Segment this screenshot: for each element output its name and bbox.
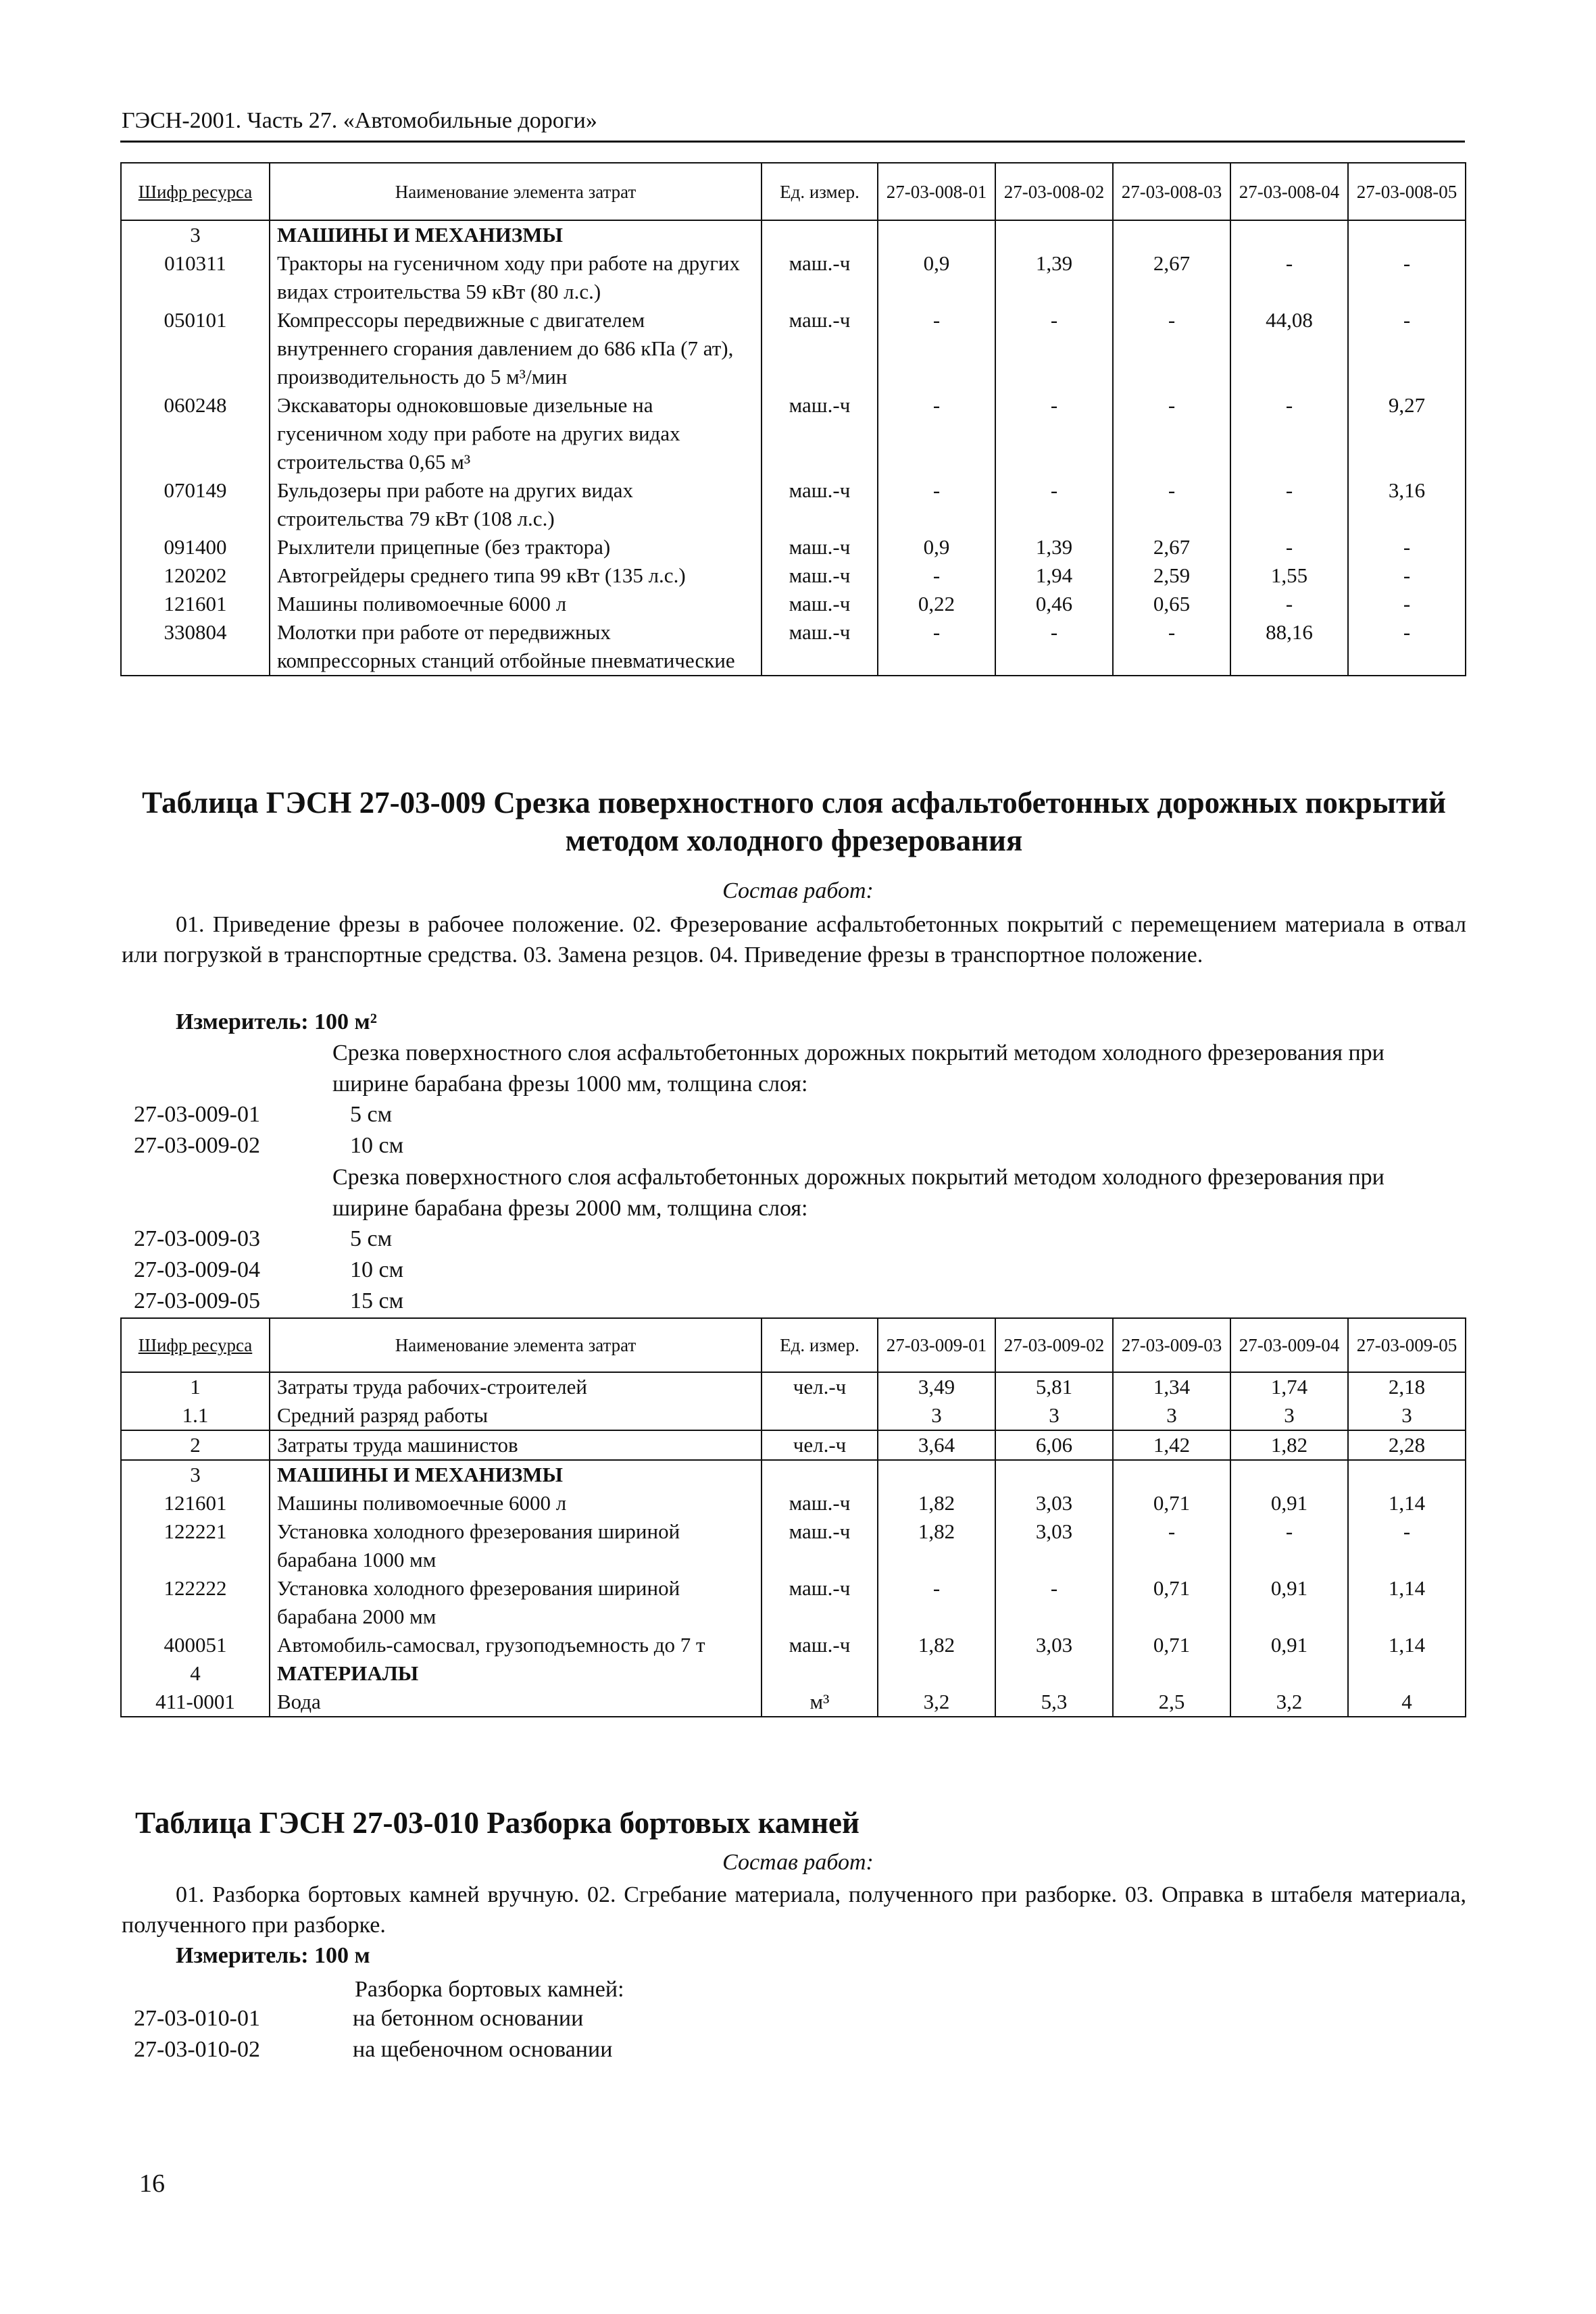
cell-name: Компрессоры передвижные с двигателем внутреннего сгорания давлением до 686 кПа (7 ат), производительность до 5 м³/мин [270, 306, 762, 391]
cell-unit: м³ [762, 1688, 878, 1717]
cell-name: Экскаваторы одноковшовые дизельные на гусеничном ходу при работе на других видах строительства 0,65 м³ [270, 391, 762, 476]
cell-value: 3 [1113, 1401, 1230, 1430]
code-line: 27-03-009-03 5 см [134, 1226, 393, 1251]
code-line: 27-03-010-01 на бетонном основании [134, 2006, 584, 2031]
cell-code: 3 [121, 220, 270, 249]
cell-code: 060248 [121, 391, 270, 476]
cell-value: 1,39 [995, 533, 1113, 561]
cell-name: Вода [270, 1688, 762, 1717]
cell-name: Тракторы на гусеничном ходу при работе на других видах строительства 59 кВт (80 л.с.) [270, 249, 762, 306]
cell-value: 2,59 [1113, 561, 1230, 590]
cell-value: 0,22 [878, 590, 995, 618]
cell-value: 1,82 [878, 1517, 995, 1574]
cell-name: МАШИНЫ И МЕХАНИЗМЫ [270, 220, 762, 249]
table-row [121, 590, 1466, 618]
table-row [121, 476, 1466, 533]
cell-unit: маш.-ч [762, 590, 878, 618]
cell-unit: маш.-ч [762, 249, 878, 306]
cell-value: - [1348, 618, 1466, 676]
cell-value [878, 1659, 995, 1688]
cell-value: 88,16 [1230, 618, 1348, 676]
cell-value: 2,67 [1113, 533, 1230, 561]
table-row [121, 533, 1466, 561]
cell-value: 0,91 [1230, 1489, 1348, 1517]
cell-name: Машины поливомоечные 6000 л [270, 1489, 762, 1517]
cell-value: 2,18 [1348, 1372, 1466, 1401]
cell-value: - [995, 618, 1113, 676]
cell-value: - [995, 1574, 1113, 1631]
cell-value: 3,03 [995, 1631, 1113, 1659]
cell-code: 121601 [121, 590, 270, 618]
header-col-2: 27-03-008-02 [995, 163, 1113, 220]
cell-value: 3,2 [1230, 1688, 1348, 1717]
cell-value: - [878, 391, 995, 476]
cell-name: МАТЕРИАЛЫ [270, 1659, 762, 1688]
header-name: Наименование элемента затрат [270, 1318, 762, 1372]
table-row [121, 1659, 1466, 1688]
cell-unit: маш.-ч [762, 391, 878, 476]
cell-value: 0,9 [878, 249, 995, 306]
cell-value: 3,64 [878, 1430, 995, 1460]
cell-unit: чел.-ч [762, 1430, 878, 1460]
table-row [121, 1631, 1466, 1659]
cell-value: - [1230, 1517, 1348, 1574]
table-row [121, 1517, 1466, 1574]
cell-value: - [1113, 618, 1230, 676]
cell-code: 1 [121, 1372, 270, 1401]
cell-value: 0,71 [1113, 1489, 1230, 1517]
resource-table-009 [120, 1317, 1466, 1717]
cell-code: 121601 [121, 1489, 270, 1517]
cell-value: 3 [878, 1401, 995, 1430]
cell-name: Рыхлители прицепные (без трактора) [270, 533, 762, 561]
cell-value: - [1230, 391, 1348, 476]
code-line: 27-03-009-04 10 см [134, 1257, 404, 1282]
cell-value: 2,67 [1113, 249, 1230, 306]
cell-value [1348, 1659, 1466, 1688]
cell-value: 9,27 [1348, 391, 1466, 476]
cell-value: - [1230, 533, 1348, 561]
cell-name: Молотки при работе от передвижных компрессорных станций отбойные пневматические [270, 618, 762, 676]
cell-value: - [1113, 306, 1230, 391]
cell-value: - [995, 476, 1113, 533]
cell-unit: маш.-ч [762, 618, 878, 676]
table-title-009: Таблица ГЭСН 27-03-009 Срезка поверхностного слоя асфальтобетонных дорожных покрытий методом холодного фрезерования [142, 786, 1446, 857]
header-col-4: 27-03-008-04 [1230, 163, 1348, 220]
cell-value: 0,91 [1230, 1631, 1348, 1659]
cell-value: 3 [1348, 1401, 1466, 1430]
cell-value: - [878, 561, 995, 590]
cell-value: 2,5 [1113, 1688, 1230, 1717]
table-row [121, 618, 1466, 676]
cell-code: 122222 [121, 1574, 270, 1631]
measure-010: Измеритель: 100 м [176, 1943, 370, 1968]
cell-value: 3,16 [1348, 476, 1466, 533]
cell-unit: маш.-ч [762, 1574, 878, 1631]
cell-value: - [1348, 533, 1466, 561]
table-row [121, 220, 1466, 249]
cell-value [995, 1460, 1113, 1489]
cell-name: Установка холодного фрезерования шириной барабана 1000 мм [270, 1517, 762, 1574]
cell-value [1348, 220, 1466, 249]
cell-value: 6,06 [995, 1430, 1113, 1460]
table-row [121, 1574, 1466, 1631]
cell-value: - [878, 306, 995, 391]
cell-unit [762, 1460, 878, 1489]
resource-table-008 [120, 162, 1466, 676]
table-row [121, 391, 1466, 476]
header-code: Шифр ресурса [121, 1318, 270, 1372]
cell-value: - [878, 618, 995, 676]
cell-value: - [878, 1574, 995, 1631]
cell-name: Затраты труда рабочих-строителей [270, 1372, 762, 1401]
cell-name: МАШИНЫ И МЕХАНИЗМЫ [270, 1460, 762, 1489]
cell-value: 1,82 [878, 1489, 995, 1517]
cell-name: Затраты труда машинистов [270, 1430, 762, 1460]
cell-code: 1.1 [121, 1401, 270, 1430]
cell-value: 1,39 [995, 249, 1113, 306]
table-title-010: Таблица ГЭСН 27-03-010 Разборка бортовых камней [135, 1806, 859, 1840]
cell-unit: маш.-ч [762, 306, 878, 391]
header-col-1: 27-03-008-01 [878, 163, 995, 220]
cell-code: 122221 [121, 1517, 270, 1574]
header-col-2: 27-03-009-02 [995, 1318, 1113, 1372]
cell-value [878, 1460, 995, 1489]
cell-value: 0,91 [1230, 1574, 1348, 1631]
table-row [121, 1401, 1466, 1430]
cell-value: - [1348, 1517, 1466, 1574]
cell-value: 3,03 [995, 1489, 1113, 1517]
group-desc-009-2: Срезка поверхностного слоя асфальтобетонных дорожных покрытий методом холодного фрезерования при ширине барабана фрезы 2000 мм, толщина слоя: [332, 1165, 1385, 1221]
composition-text-009: 01. Приведение фрезы в рабочее положение. 02. Фрезерование асфальтобетонных покрытий с перемещением материала в отвал или погрузкой в транспортные средства. 03. Замена резцов. 04. Приведение фрезы в транспортное положение. [122, 912, 1466, 967]
cell-value: 3 [995, 1401, 1113, 1430]
cell-name: Бульдозеры при работе на других видах строительства 79 кВт (108 л.с.) [270, 476, 762, 533]
cell-value: 3,49 [878, 1372, 995, 1401]
cell-value: - [1113, 476, 1230, 533]
cell-name: Машины поливомоечные 6000 л [270, 590, 762, 618]
cell-unit: маш.-ч [762, 561, 878, 590]
cell-code: 4 [121, 1659, 270, 1688]
cell-value: 0,65 [1113, 590, 1230, 618]
code-line: 27-03-010-02 на щебеночном основании [134, 2037, 613, 2062]
cell-value [1230, 220, 1348, 249]
header-col-1: 27-03-009-01 [878, 1318, 995, 1372]
cell-code: 070149 [121, 476, 270, 533]
cell-code: 3 [121, 1460, 270, 1489]
cell-value: - [1230, 249, 1348, 306]
cell-value: - [995, 306, 1113, 391]
cell-code: 010311 [121, 249, 270, 306]
cell-value: 1,14 [1348, 1631, 1466, 1659]
cell-value: - [1348, 561, 1466, 590]
cell-value [878, 220, 995, 249]
cell-value [995, 220, 1113, 249]
cell-code: 330804 [121, 618, 270, 676]
cell-value: 3 [1230, 1401, 1348, 1430]
cell-value: 2,28 [1348, 1430, 1466, 1460]
cell-value [1113, 1659, 1230, 1688]
cell-value: - [1113, 1517, 1230, 1574]
cell-value: 1,82 [878, 1631, 995, 1659]
cell-value: 5,3 [995, 1688, 1113, 1717]
cell-value: 0,9 [878, 533, 995, 561]
cell-code: 2 [121, 1430, 270, 1460]
cell-unit: маш.-ч [762, 1517, 878, 1574]
table-row [121, 1489, 1466, 1517]
cell-value: 44,08 [1230, 306, 1348, 391]
cell-value: - [1113, 391, 1230, 476]
cell-value: 1,82 [1230, 1430, 1348, 1460]
cell-value: 0,46 [995, 590, 1113, 618]
cell-code: 050101 [121, 306, 270, 391]
cell-unit [762, 1401, 878, 1430]
header-col-3: 27-03-008-03 [1113, 163, 1230, 220]
cell-unit: чел.-ч [762, 1372, 878, 1401]
cell-code: 091400 [121, 533, 270, 561]
table-row [121, 1688, 1466, 1717]
cell-value [1230, 1460, 1348, 1489]
cell-value: - [995, 391, 1113, 476]
cell-name: Автогрейдеры среднего типа 99 кВт (135 л.с.) [270, 561, 762, 590]
header-col-5: 27-03-008-05 [1348, 163, 1466, 220]
group-desc-009-1: Срезка поверхностного слоя асфальтобетонных дорожных покрытий методом холодного фрезерования при ширине барабана фрезы 1000 мм, толщина слоя: [332, 1040, 1385, 1097]
cell-value: - [1230, 590, 1348, 618]
header-unit: Ед. измер. [762, 163, 878, 220]
table-row [121, 1460, 1466, 1489]
header-col-4: 27-03-009-04 [1230, 1318, 1348, 1372]
cell-value: 3,2 [878, 1688, 995, 1717]
cell-name: Автомобиль-самосвал, грузоподъемность до 7 т [270, 1631, 762, 1659]
code-line: 27-03-009-01 5 см [134, 1102, 393, 1127]
cell-value: - [1348, 249, 1466, 306]
cell-name: Средний разряд работы [270, 1401, 762, 1430]
header-rule [120, 141, 1465, 143]
table-row [121, 249, 1466, 306]
cell-unit [762, 220, 878, 249]
cell-value: 3,03 [995, 1517, 1113, 1574]
cell-unit: маш.-ч [762, 1489, 878, 1517]
header-col-3: 27-03-009-03 [1113, 1318, 1230, 1372]
code-line: 27-03-009-02 10 см [134, 1133, 404, 1158]
header-code: Шифр ресурса [121, 163, 270, 220]
cell-value: 1,14 [1348, 1574, 1466, 1631]
cell-value: - [1348, 590, 1466, 618]
cell-code: 400051 [121, 1631, 270, 1659]
cell-value: - [878, 476, 995, 533]
cell-value: 4 [1348, 1688, 1466, 1717]
running-header: ГЭСН-2001. Часть 27. «Автомобильные дороги» [122, 108, 597, 133]
cell-value [995, 1659, 1113, 1688]
cell-unit: маш.-ч [762, 1631, 878, 1659]
composition-label-010: Состав работ: [722, 1850, 874, 1875]
table-row [121, 306, 1466, 391]
cell-value: 1,34 [1113, 1372, 1230, 1401]
table-row [121, 1430, 1466, 1460]
table-row [121, 561, 1466, 590]
measure-009: Измеритель: 100 м² [176, 1009, 377, 1034]
cell-value: 1,14 [1348, 1489, 1466, 1517]
composition-text-010: 01. Разборка бортовых камней вручную. 02. Сгребание материала, полученного при разборке. 03. Оправка в штабеля материала, полученного при разборке. [122, 1882, 1466, 1938]
cell-code: 120202 [121, 561, 270, 590]
cell-code: 411-0001 [121, 1688, 270, 1717]
cell-unit: маш.-ч [762, 533, 878, 561]
cell-value [1230, 1659, 1348, 1688]
header-name: Наименование элемента затрат [270, 163, 762, 220]
cell-name: Установка холодного фрезерования шириной барабана 2000 мм [270, 1574, 762, 1631]
cell-value: 1,55 [1230, 561, 1348, 590]
page-number: 16 [139, 2169, 165, 2198]
code-line: 27-03-009-05 15 см [134, 1288, 404, 1313]
group-desc-010-1: Разборка бортовых камней: [355, 1977, 624, 2002]
cell-value [1113, 220, 1230, 249]
composition-label-009: Состав работ: [722, 878, 874, 903]
cell-unit [762, 1659, 878, 1688]
cell-value: 0,71 [1113, 1574, 1230, 1631]
cell-value: 0,71 [1113, 1631, 1230, 1659]
cell-value: 5,81 [995, 1372, 1113, 1401]
cell-value: - [1230, 476, 1348, 533]
cell-value: 1,42 [1113, 1430, 1230, 1460]
header-unit: Ед. измер. [762, 1318, 878, 1372]
cell-value: - [1348, 306, 1466, 391]
cell-value: 1,74 [1230, 1372, 1348, 1401]
cell-unit: маш.-ч [762, 476, 878, 533]
cell-value: 1,94 [995, 561, 1113, 590]
cell-value [1113, 1460, 1230, 1489]
header-col-5: 27-03-009-05 [1348, 1318, 1466, 1372]
cell-value [1348, 1460, 1466, 1489]
table-row [121, 1372, 1466, 1401]
